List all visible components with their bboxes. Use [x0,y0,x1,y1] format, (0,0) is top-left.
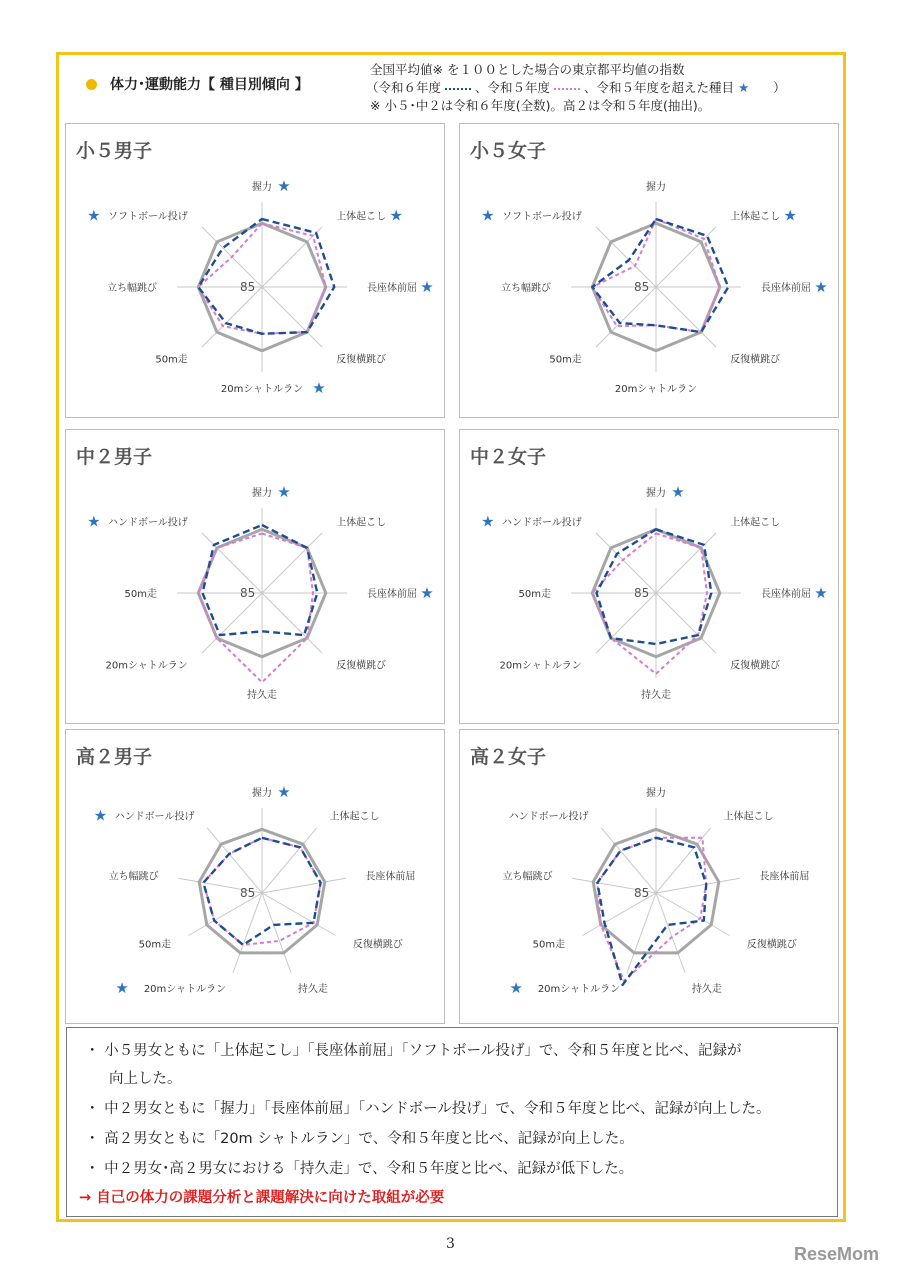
star-icon: ★ [277,483,291,501]
star-icon: ★ [87,512,101,531]
radar-axis-label: 50m走 [155,354,188,366]
radar-panel-0 [65,123,445,418]
watermark-logo: ReseMom [794,1244,880,1264]
legend-star-icon: ★ [737,80,750,95]
index-note: 全国平均値※ を１００とした場合の東京都平均値の指数 [370,62,685,77]
panel-title: 中２男子 [76,446,153,468]
star-icon: ★ [277,783,291,801]
legend-r5-label: 、令和５年度 [474,80,550,95]
radar-axis-label: 立ち幅跳び [108,871,159,883]
radar-spoke [262,893,291,973]
radar-panel-4 [65,729,445,1024]
radar-chart [66,430,446,725]
radar-axis-label: 反復横跳び [336,354,387,366]
radar-panel-5 [459,729,839,1024]
radar-axis-label: 握力 [646,488,666,499]
radar-center-label: 85 [240,886,256,900]
radar-panel-2 [65,429,445,724]
radar-axis-label: 反復横跳び [352,939,403,951]
radar-axis-label: 反復横跳び [730,660,781,672]
radar-axis-label: 立ち幅跳び [107,283,157,294]
radar-center-label: 85 [634,586,650,600]
panel-title: 小５女子 [470,140,547,162]
radar-axis-label: 上体起こし [329,811,380,823]
radar-panel-3 [459,429,839,724]
radar-spoke [262,878,346,893]
radar-axis-label: 20mシャトルラン [614,384,698,395]
star-icon: ★ [509,978,523,997]
star-icon: ★ [312,379,326,397]
legend-line [366,80,786,96]
radar-axis-label: 持久走 [297,983,328,995]
star-icon: ★ [481,206,495,225]
radar-spoke [262,893,336,936]
summary-bullet-cont: 向上した。 [109,1071,182,1087]
star-icon: ★ [814,584,828,602]
radar-axis-label: 長座体前屈 [761,283,811,294]
star-icon: ★ [671,483,685,501]
radar-series-1 [198,534,313,683]
star-icon: ★ [420,278,434,296]
star-icon: ★ [115,978,129,997]
radar-series-0 [203,525,318,635]
summary-bullet: ・ 中２男女ともに「握力」「長座体前屈」「ハンドボール投げ」で、令和５年度と比べ、記録が向上した。 [85,1101,771,1117]
radar-axis-label: 反復横跳び [336,660,387,672]
radar-axis-label: ハンドボール投げ [508,811,589,823]
radar-axis-label: 握力 [252,488,272,499]
radar-axis-label: 長座体前屈 [761,589,811,600]
summary-bullet: ・ 小５男女ともに「上体起こし」「長座体前屈」「ソフトボール投げ」で、令和５年度と比べ、記録が [85,1043,742,1059]
radar-axis-label: 握力 [646,182,666,193]
radar-axis-label: 反復横跳び [746,939,797,951]
radar-axis-label: ソフトボール投げ [501,211,582,223]
star-icon: ★ [420,584,434,602]
star-icon: ★ [389,206,403,225]
radar-axis-label: 50m走 [532,939,566,951]
radar-axis-label: 長座体前屈 [365,871,416,883]
radar-axis-label: 上体起こし [336,211,387,223]
radar-axis-label: 反復横跳び [730,354,781,366]
radar-spoke [656,878,740,893]
radar-axis-label: 長座体前屈 [759,871,810,883]
conclusion-text: → 自己の体力の課題分析と課題解決に向けた取組が必要 [79,1190,445,1206]
section-title: 体力･運動能力【 種目別傾向 】 [110,77,309,93]
legend-r5-swatch [554,88,580,90]
radar-axis-label: 持久走 [641,690,671,701]
star-icon: ★ [481,512,495,531]
legend-r6-label: （令和６年度 [366,80,442,95]
radar-axis-label: 50m走 [549,354,582,366]
panel-title: 高２女子 [470,746,547,768]
radar-chart [66,730,446,1025]
summary-bullet: ・ 高２男女ともに「20m シャトルラン」で、令和５年度と比べ、記録が向上した。 [85,1131,634,1147]
bullet-dot-icon [86,79,97,90]
page-number: 3 [446,1236,455,1252]
radar-spoke [233,893,262,973]
radar-axis-label: ハンドボール投げ [501,517,582,529]
radar-axis-label: 20mシャトルラン [537,983,621,995]
radar-chart [460,730,840,1025]
source-note: ※ 小５･中２は令和６年度(全数)。高２は令和５年度(抽出)。 [370,98,711,113]
radar-axis-label: 持久走 [247,690,277,701]
summary-bullet: ・ 中２男女･高２男女における「持久走」で、令和５年度と比べ、記録が低下した。 [85,1161,634,1177]
radar-axis-label: 持久走 [691,983,722,995]
summary-box [66,1027,838,1217]
radar-chart [460,430,840,725]
radar-spoke [656,893,730,936]
star-icon: ★ [87,206,101,225]
radar-axis-label: 20mシャトルラン [143,983,227,995]
radar-axis-label: 上体起こし [336,517,387,529]
radar-axis-label: 握力 [252,182,272,193]
radar-axis-label: ハンドボール投げ [114,811,195,823]
star-icon: ★ [93,806,108,825]
radar-axis-label: 握力 [252,788,272,799]
panel-title: 小５男子 [76,140,153,162]
radar-axis-label: 上体起こし [730,517,781,529]
radar-spoke [627,893,656,973]
radar-axis-label: 立ち幅跳び [502,871,553,883]
radar-center-label: 85 [240,280,256,294]
radar-spoke [656,893,685,973]
radar-center-label: 85 [634,886,650,900]
panel-title: 高２男子 [76,746,153,768]
radar-axis-label: 20mシャトルラン [220,384,304,395]
radar-axis-label: 20mシャトルラン [499,660,582,672]
star-icon: ★ [814,278,828,296]
legend-r6-swatch [445,88,471,90]
radar-axis-label: 50m走 [124,589,157,600]
radar-axis-label: 握力 [646,788,666,799]
radar-axis-label: 長座体前屈 [367,283,417,294]
radar-axis-label: 50m走 [518,589,551,600]
radar-axis-label: 上体起こし [723,811,774,823]
radar-axis-label: 50m走 [138,939,172,951]
radar-center-label: 85 [240,586,256,600]
radar-panel-1 [459,123,839,418]
radar-axis-label: ハンドボール投げ [107,517,188,529]
star-icon: ★ [783,206,797,225]
radar-axis-label: 立ち幅跳び [501,283,551,294]
radar-chart [460,124,840,419]
legend-star-label: 、令和５年度を超えた種目 [583,80,734,95]
star-icon: ★ [277,177,291,195]
radar-center-label: 85 [634,280,650,294]
radar-axis-label: 20mシャトルラン [105,660,188,672]
radar-chart [66,124,446,419]
radar-axis-label: 上体起こし [730,211,781,223]
radar-series-1 [597,838,706,981]
radar-axis-label: ソフトボール投げ [107,211,188,223]
radar-axis-label: 長座体前屈 [367,589,417,600]
legend-close: ） [773,80,786,95]
panel-title: 中２女子 [470,446,547,468]
